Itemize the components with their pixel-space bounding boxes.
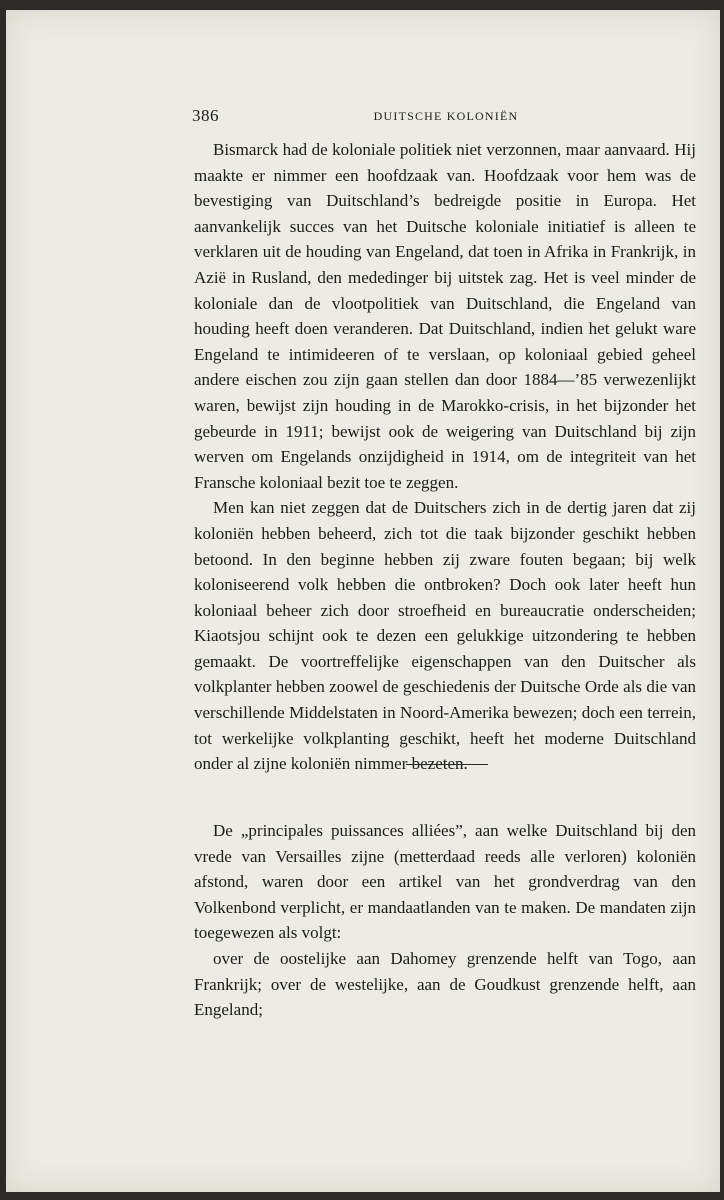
- paragraph: De „principales puissances alliées”, aan welke Duitschland bij den vrede van Versailles zijne (metterdaad reeds alle verloren) koloniën afstond, waren door een artikel van het grondverdrag van den Volkenbond verplicht, er mandaatlanden van te maken. De mandaten zijn toegewezen als volgt:: [194, 821, 696, 943]
- section-2-text: [194, 818, 696, 1023]
- page-number: 386: [192, 106, 219, 125]
- running-title: DUITSCHE KOLONIËN: [373, 109, 519, 123]
- paragraph: Bismarck had de koloniale politiek niet verzonnen, maar aanvaard. Hij maakte er nimmer een hoofdzaak van. Hoofdzaak voor hem was de bevestiging van Duitschland’s bedreigde positie in Europa. Het aanvankelijk succes van het Duitsche koloniale initiatief is alleen te verklaren uit de houding van Engeland, dat toen in Afrika in Frankrijk, in Azië in Rusland, den mededinger bij uitstek zag. Het is veel minder de koloniale dan de vlootpolitiek van Duitschland, die Engeland van houding heeft doen veranderen. Dat Duitschland, indien het gelukt ware Engeland te intimideeren of te verslaan, op koloniaal gebied geheel andere eischen zou zijn gaan stellen dan door 1884—’85 verwezenlijkt waren, bewijst zijn houding in de Marokko-crisis, in het bijzonder het gebeurde in 1911; bewijst ook de weigering van Duitschland bij zijn werven om Engelands onzijdigheid in 1914, om de integriteit van het Fransche koloniaal bezit toe te zeggen.: [194, 140, 696, 492]
- page-header: [192, 106, 700, 130]
- section-divider: [406, 764, 488, 765]
- paragraph: over de oostelijke aan Dahomey grenzende helft van Togo, aan Frankrijk; over de westelijke, aan de Goudkust grenzende helft, aan Engeland;: [194, 948, 696, 1020]
- section-1-text: [194, 137, 696, 777]
- paragraph: Men kan niet zeggen dat de Duitschers zich in de dertig jaren dat zij koloniën hebben beheerd, zich tot die taak bijzonder geschikt hebben betoond. In den beginne hebben zij zware fouten begaan; bij welk koloniseerend volk hebben die ontbroken? Doch ook later heeft hun koloniaal beheer zich door stroefheid en bureaucratie onderscheiden; Kiaotsjou schijnt ook te dezen een gelukkige uitzondering te hebben gemaakt. De voortreffelijke eigenschappen van den Duitscher als volkplanter hebben zoowel de geschiedenis der Duitsche Orde als die van verschillende Middelstaten in Noord-Amerika bewezen; doch een terrein, tot werkelijke volkplanting geschikt, heeft het moderne Duitschland onder al zijne koloniën nimmer bezeten.: [194, 498, 696, 774]
